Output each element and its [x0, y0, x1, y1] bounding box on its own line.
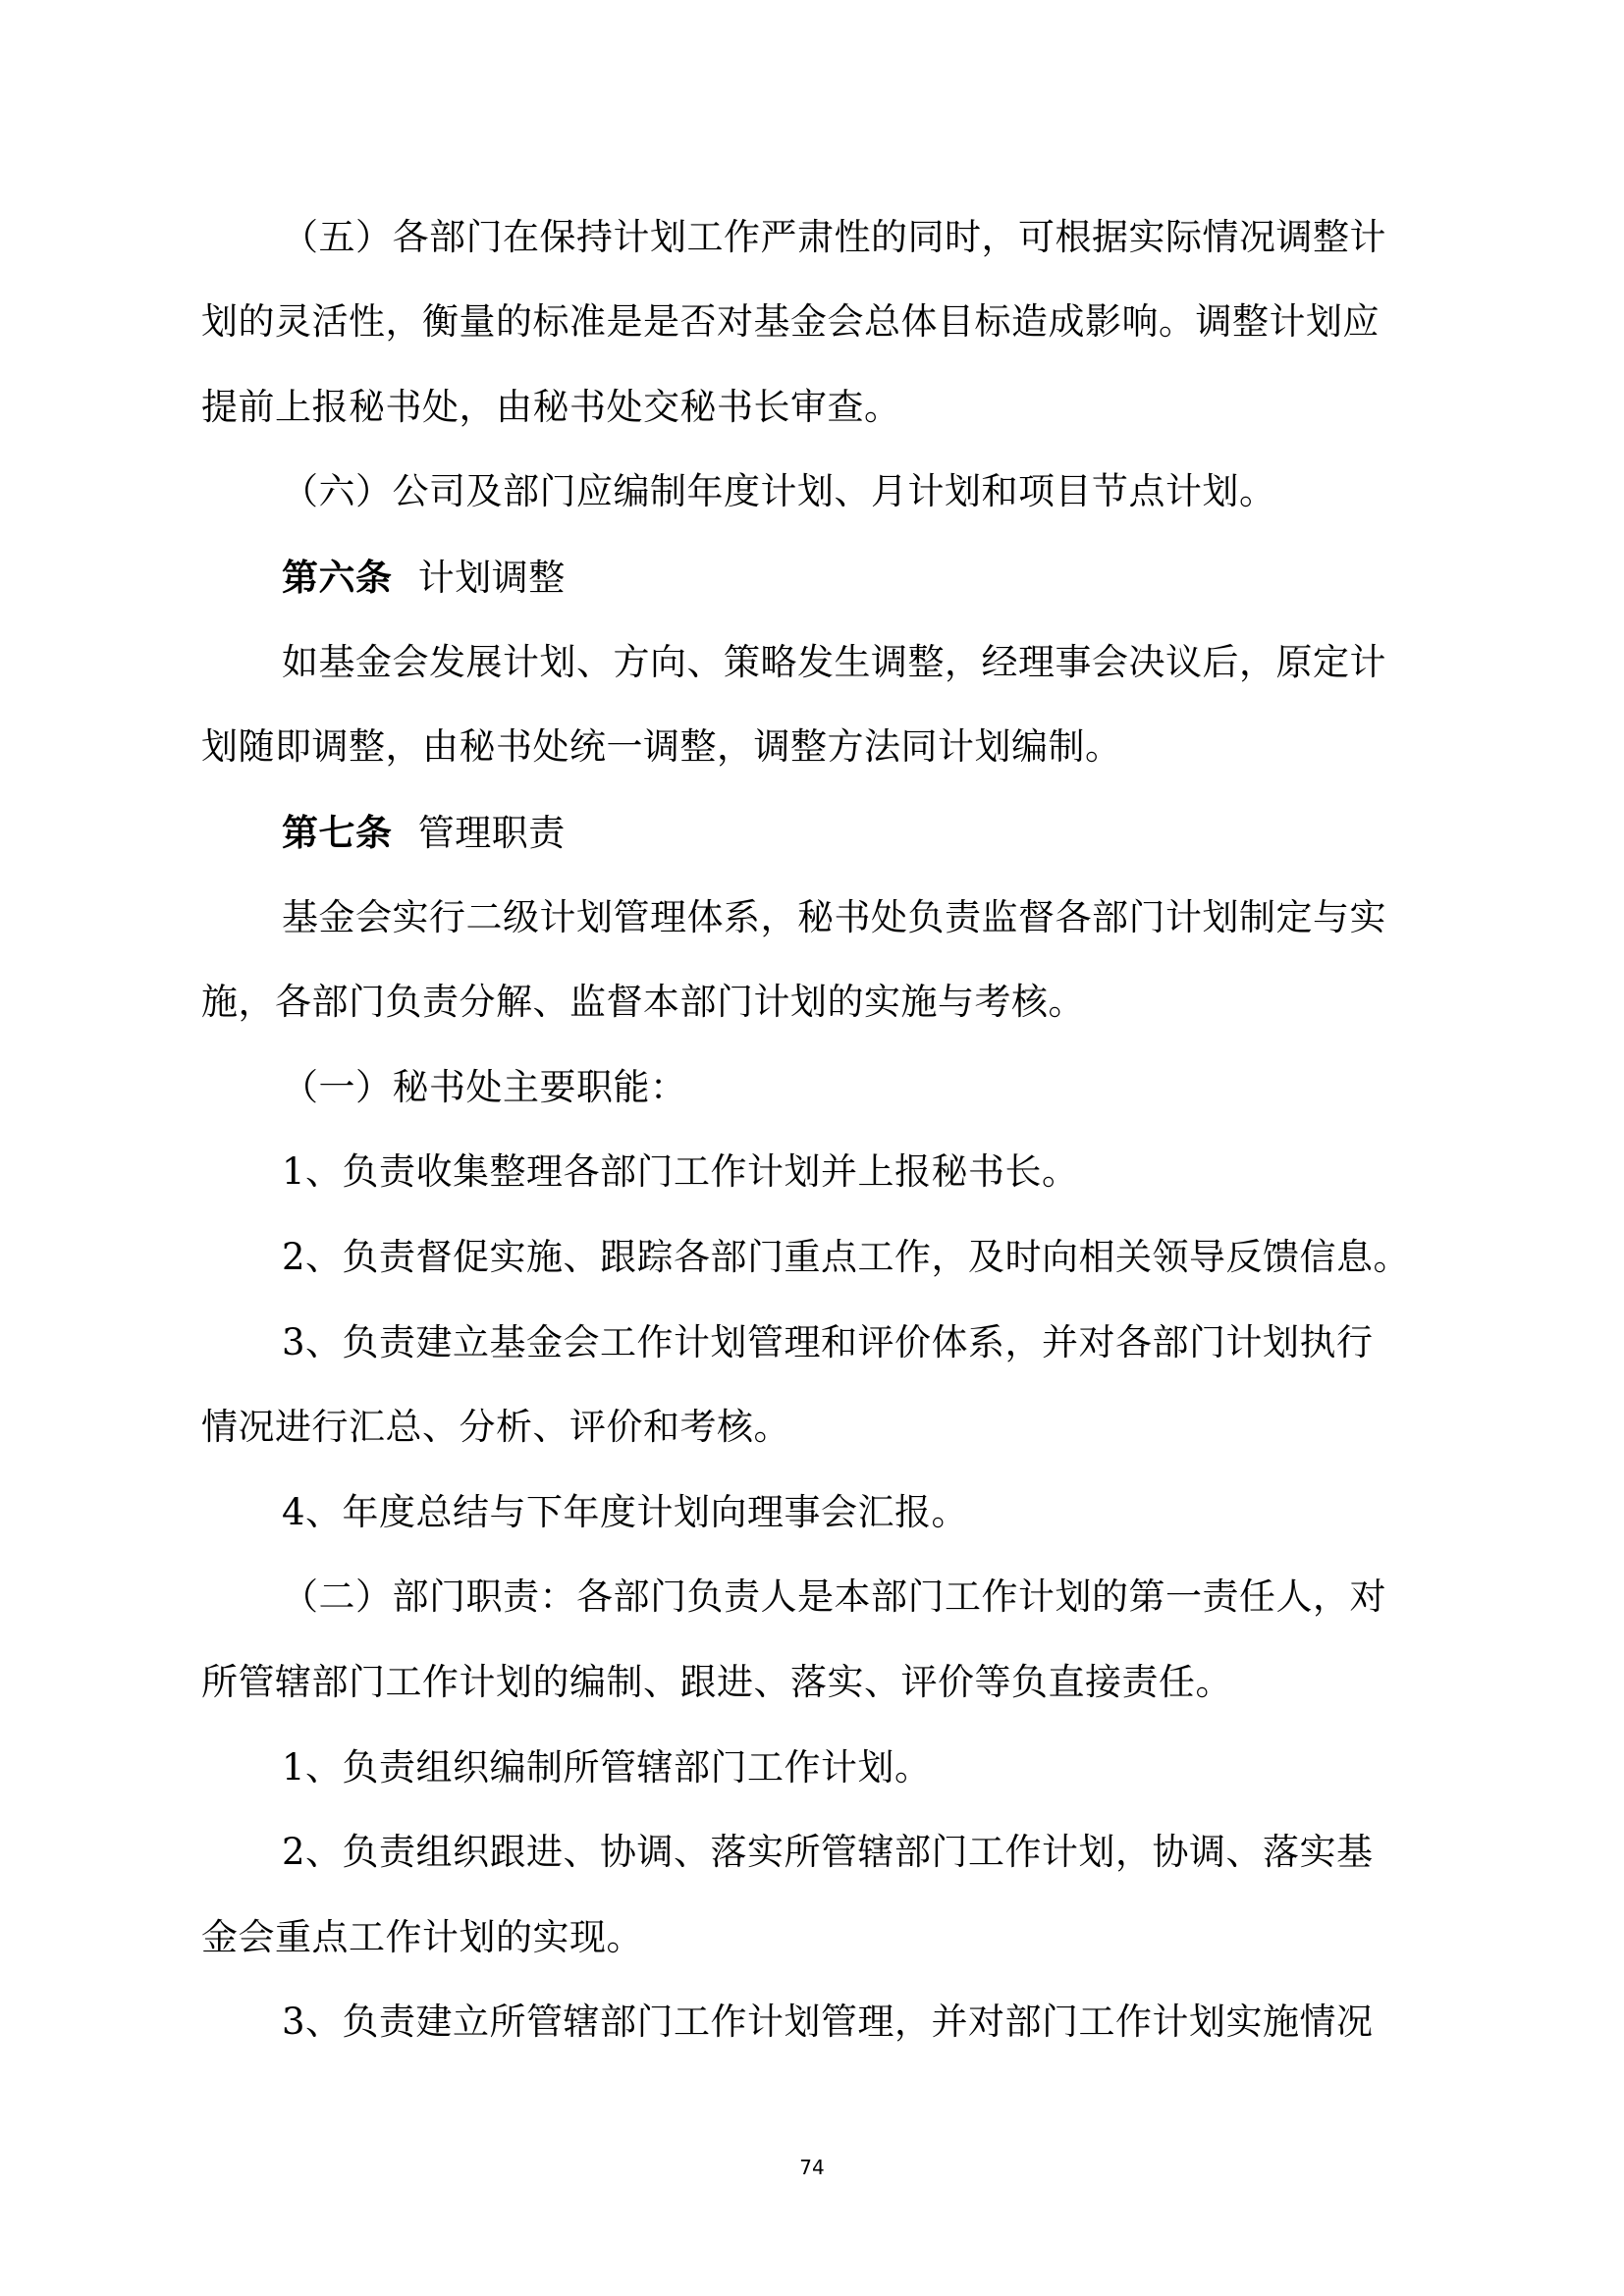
article-6-heading	[282, 555, 566, 601]
article-7-body-line-2: 施，各部门负责分解、监督本部门计划的实施与考核。	[201, 981, 1085, 1023]
article-6-label: 第六条	[282, 556, 393, 599]
article-6-body-line-1: 如基金会发展计划、方向、策略发生调整，经理事会决议后，原定计	[282, 641, 1386, 683]
article-7-heading	[282, 810, 566, 856]
paragraph-6: （六）公司及部门应编制年度计划、月计划和项目节点计划。	[282, 470, 1276, 512]
section-1-item-3-line-1: 3、负责建立基金会工作计划管理和评价体系，并对各部门计划执行	[282, 1321, 1374, 1363]
article-6-title: 计划调整	[417, 557, 566, 599]
page-number: 74	[799, 2156, 825, 2179]
section-2-item-1: 1、负责组织编制所管辖部门工作计划。	[282, 1746, 932, 1789]
section-2-item-3-line-1: 3、负责建立所管辖部门工作计划管理，并对部门工作计划实施情况	[282, 2001, 1374, 2043]
section-2-line-1: （二）部门职责：各部门负责人是本部门工作计划的第一责任人，对	[282, 1575, 1386, 1618]
section-1-item-1: 1、负责收集整理各部门工作计划并上报秘书长。	[282, 1150, 1079, 1193]
section-1-item-4: 4、年度总结与下年度计划向理事会汇报。	[282, 1491, 969, 1533]
article-7-label: 第七条	[282, 811, 393, 854]
paragraph-5-line-1: （五）各部门在保持计划工作严肃性的同时，可根据实际情况调整计	[282, 216, 1386, 258]
article-7-body-line-1: 基金会实行二级计划管理体系，秘书处负责监督各部门计划制定与实	[282, 896, 1386, 938]
article-6-body-line-2: 划随即调整，由秘书处统一调整，调整方法同计划编制。	[201, 725, 1122, 768]
paragraph-5-line-3: 提前上报秘书处，由秘书处交秘书长审查。	[201, 386, 901, 428]
paragraph-5-line-2: 划的灵活性，衡量的标准是是否对基金会总体目标造成影响。调整计划应	[201, 300, 1380, 343]
section-2-item-2-line-2: 金会重点工作计划的实现。	[201, 1916, 643, 1958]
section-1-item-3-line-2: 情况进行汇总、分析、评价和考核。	[201, 1406, 790, 1448]
section-1-item-2: 2、负责督促实施、跟踪各部门重点工作，及时向相关领导反馈信息。	[282, 1236, 1411, 1278]
section-2-item-2-line-1: 2、负责组织跟进、协调、落实所管辖部门工作计划，协调、落实基	[282, 1831, 1374, 1873]
section-2-line-2: 所管辖部门工作计划的编制、跟进、落实、评价等负直接责任。	[201, 1661, 1232, 1703]
article-7-title: 管理职责	[417, 812, 566, 854]
section-1-heading: （一）秘书处主要职能：	[282, 1066, 687, 1108]
